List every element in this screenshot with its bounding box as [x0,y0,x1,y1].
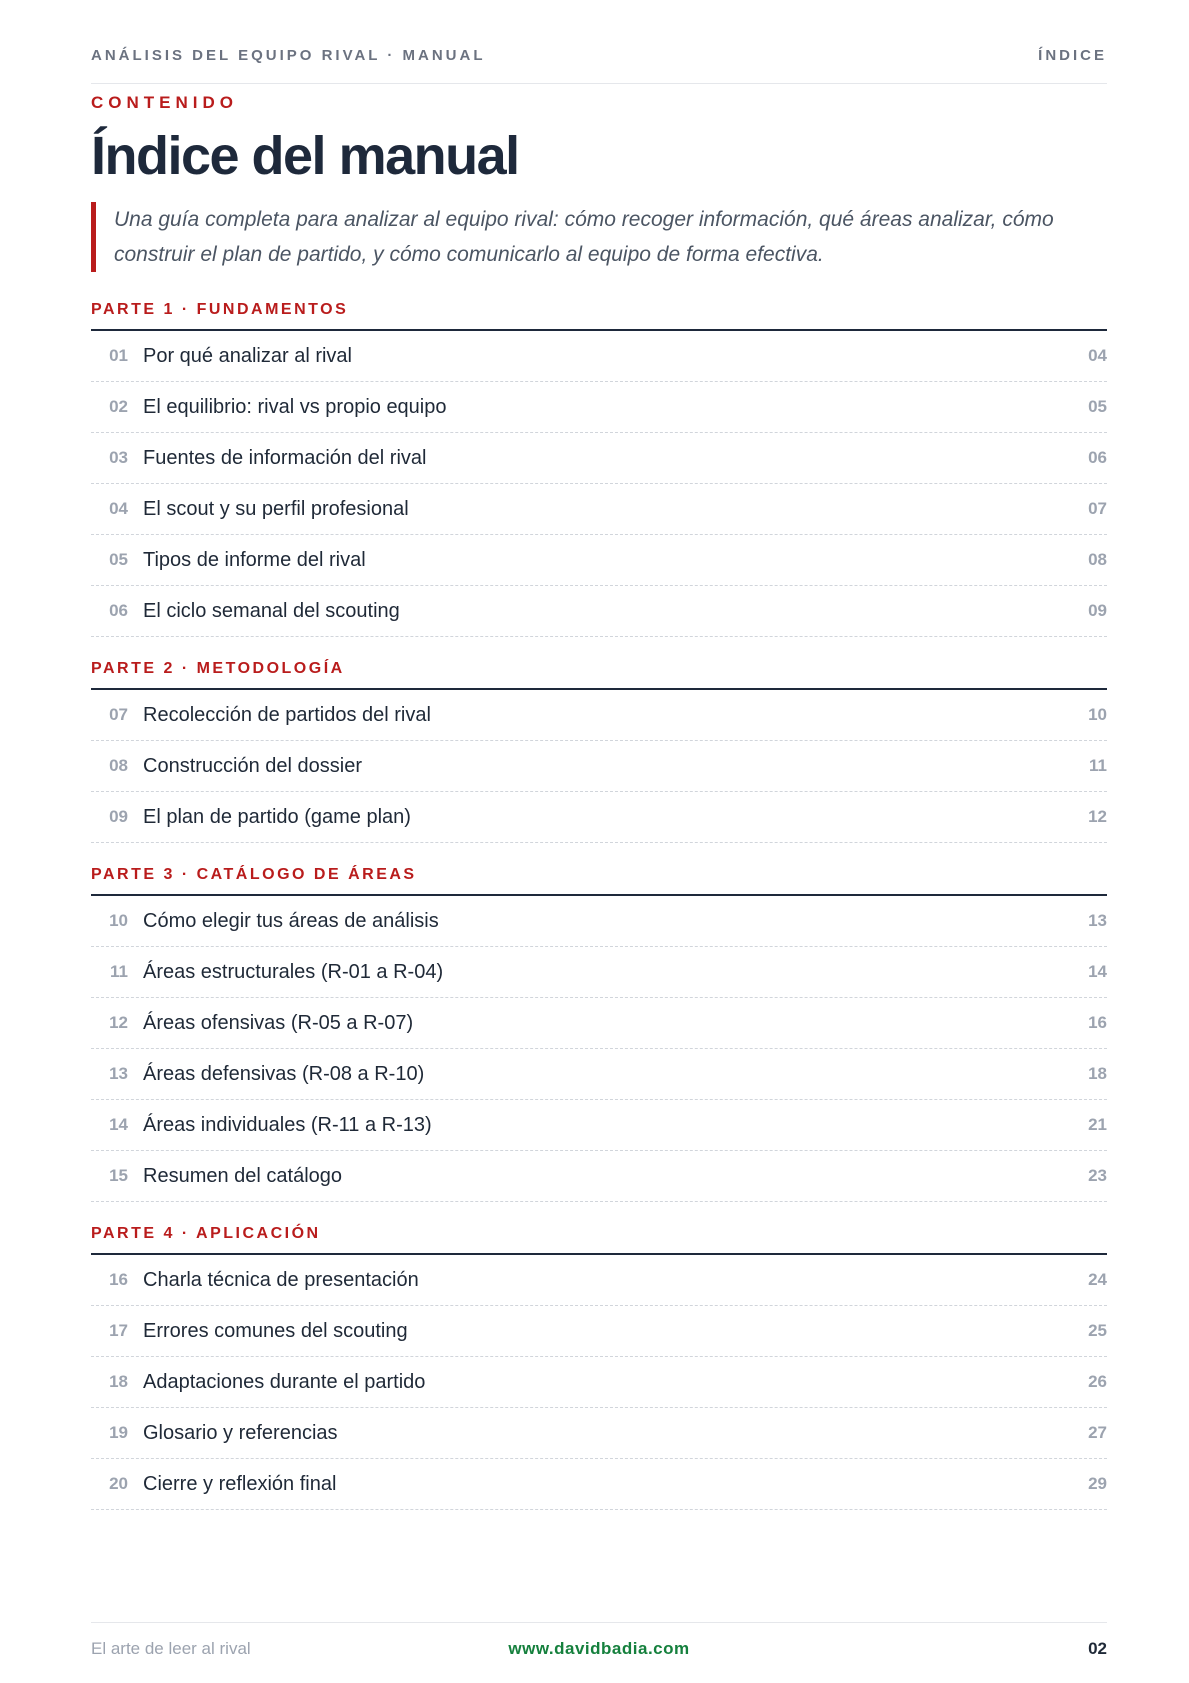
toc-entry-number: 18 [109,1372,128,1391]
section-eyebrow: CONTENIDO [91,93,238,112]
toc-entry[interactable] [91,331,1107,382]
toc-entry-number: 20 [109,1474,128,1493]
intro-text: Una guía completa para analizar al equipo rival: cómo recoger información, qué áreas analizar, cómo construir el plan de partido, y cómo comunicarlo al equipo de forma efectiva. [114,208,1054,266]
running-header-section: ÍNDICE [1038,47,1107,64]
toc-part [91,1222,1107,1510]
toc-entry-page: 13 [1088,911,1107,930]
toc-entry-page: 21 [1088,1115,1107,1134]
toc-entry-page: 08 [1088,550,1107,569]
running-header [91,47,1107,84]
toc-entry[interactable] [91,896,1107,947]
toc-entry[interactable] [91,1459,1107,1510]
toc-entry[interactable] [91,1100,1107,1151]
toc-entry-page: 09 [1088,601,1107,620]
footer-divider [91,1622,1107,1623]
toc-entry[interactable] [91,382,1107,433]
toc-entry-number: 13 [109,1064,128,1083]
toc-entry[interactable] [91,535,1107,586]
toc-entry-label: Recolección de partidos del rival [143,703,431,726]
running-header-title: ANÁLISIS DEL EQUIPO RIVAL · MANUAL [91,47,486,64]
toc-entry-label: El scout y su perfil profesional [143,497,409,520]
toc-entry[interactable] [91,1255,1107,1306]
toc-entry-label: El ciclo semanal del scouting [143,599,400,622]
toc-entry-label: Cómo elegir tus áreas de análisis [143,909,439,932]
toc-entry-page: 10 [1088,705,1107,724]
toc-entry-number: 19 [109,1423,128,1442]
toc-entry[interactable] [91,792,1107,843]
toc-entry[interactable] [91,1151,1107,1202]
toc-part-title: PARTE 2 · METODOLOGÍA [91,657,1107,690]
toc-entry-page: 24 [1088,1270,1107,1289]
toc-entry-label: Por qué analizar al rival [143,344,352,367]
toc-entry[interactable] [91,1408,1107,1459]
footer-book-title: El arte de leer al rival [91,1639,251,1658]
toc-entry-label: El equilibrio: rival vs propio equipo [143,395,447,418]
toc-entry-number: 09 [109,807,128,826]
toc-entry-label: Áreas defensivas (R-08 a R-10) [143,1062,425,1085]
toc-entry-page: 12 [1088,807,1107,826]
toc-entry-number: 08 [109,756,128,775]
toc-entry-label: Fuentes de información del rival [143,446,427,469]
toc-entry-number: 06 [109,601,128,620]
toc-entry-page: 26 [1088,1372,1107,1391]
toc-entry-label: Tipos de informe del rival [143,548,366,571]
toc-entry-number: 05 [109,550,128,569]
toc-entry-label: El plan de partido (game plan) [143,805,411,828]
toc-entry-label: Áreas individuales (R-11 a R-13) [143,1113,432,1136]
page-title: Índice del manual [91,126,519,186]
toc-entry-number: 12 [109,1013,128,1032]
toc-part [91,298,1107,637]
toc-entry-page: 11 [1089,756,1107,775]
toc-part-title: PARTE 4 · APLICACIÓN [91,1222,1107,1255]
toc-entry-label: Áreas estructurales (R-01 a R-04) [143,960,444,983]
toc-entry-label: Errores comunes del scouting [143,1319,408,1342]
toc-entry-label: Glosario y referencias [143,1421,338,1444]
table-of-contents [91,298,1107,1530]
toc-entry-page: 16 [1088,1013,1107,1032]
toc-entry[interactable] [91,947,1107,998]
toc-entry-number: 04 [109,499,128,518]
toc-entry-page: 05 [1088,397,1107,416]
toc-entry-number: 15 [109,1166,128,1185]
toc-entry-page: 06 [1088,448,1107,467]
toc-entry[interactable] [91,484,1107,535]
toc-entry-page: 27 [1088,1423,1107,1442]
toc-entry-number: 10 [109,911,128,930]
toc-entry-number: 03 [109,448,128,467]
toc-entry[interactable] [91,1049,1107,1100]
toc-entry-number: 02 [109,397,128,416]
toc-entry[interactable] [91,1357,1107,1408]
toc-entry-page: 25 [1088,1321,1107,1340]
toc-entry[interactable] [91,741,1107,792]
toc-entry-number: 17 [109,1321,128,1340]
toc-entry-number: 11 [110,962,128,981]
toc-entry-page: 04 [1088,346,1107,365]
intro-callout [91,202,1107,272]
toc-entry-label: Construcción del dossier [143,754,362,777]
toc-entry-page: 29 [1088,1474,1107,1493]
footer-page-number: 02 [1088,1639,1107,1658]
toc-entry-page: 14 [1088,962,1107,981]
toc-part [91,657,1107,843]
toc-entry-label: Charla técnica de presentación [143,1268,419,1291]
manual-page [91,0,1107,1683]
toc-entry-number: 14 [109,1115,128,1134]
toc-entry-label: Áreas ofensivas (R-05 a R-07) [143,1011,414,1034]
toc-entry-number: 16 [109,1270,128,1289]
toc-part-title: PARTE 1 · FUNDAMENTOS [91,298,1107,331]
toc-entry-number: 01 [109,346,128,365]
toc-entry-label: Adaptaciones durante el partido [143,1370,426,1393]
toc-entry-number: 07 [109,705,128,724]
toc-entry-label: Cierre y reflexión final [143,1472,337,1495]
toc-entry-page: 23 [1088,1166,1107,1185]
toc-entry[interactable] [91,690,1107,741]
toc-part [91,863,1107,1202]
toc-entry[interactable] [91,433,1107,484]
toc-entry[interactable] [91,586,1107,637]
toc-entry-label: Resumen del catálogo [143,1164,343,1187]
page-footer [91,1637,1107,1661]
toc-entry[interactable] [91,998,1107,1049]
toc-part-title: PARTE 3 · CATÁLOGO DE ÁREAS [91,863,1107,896]
footer-website-link[interactable]: www.davidbadia.com [508,1639,690,1658]
toc-entry-page: 18 [1088,1064,1107,1083]
toc-entry-page: 07 [1088,499,1107,518]
toc-entry[interactable] [91,1306,1107,1357]
